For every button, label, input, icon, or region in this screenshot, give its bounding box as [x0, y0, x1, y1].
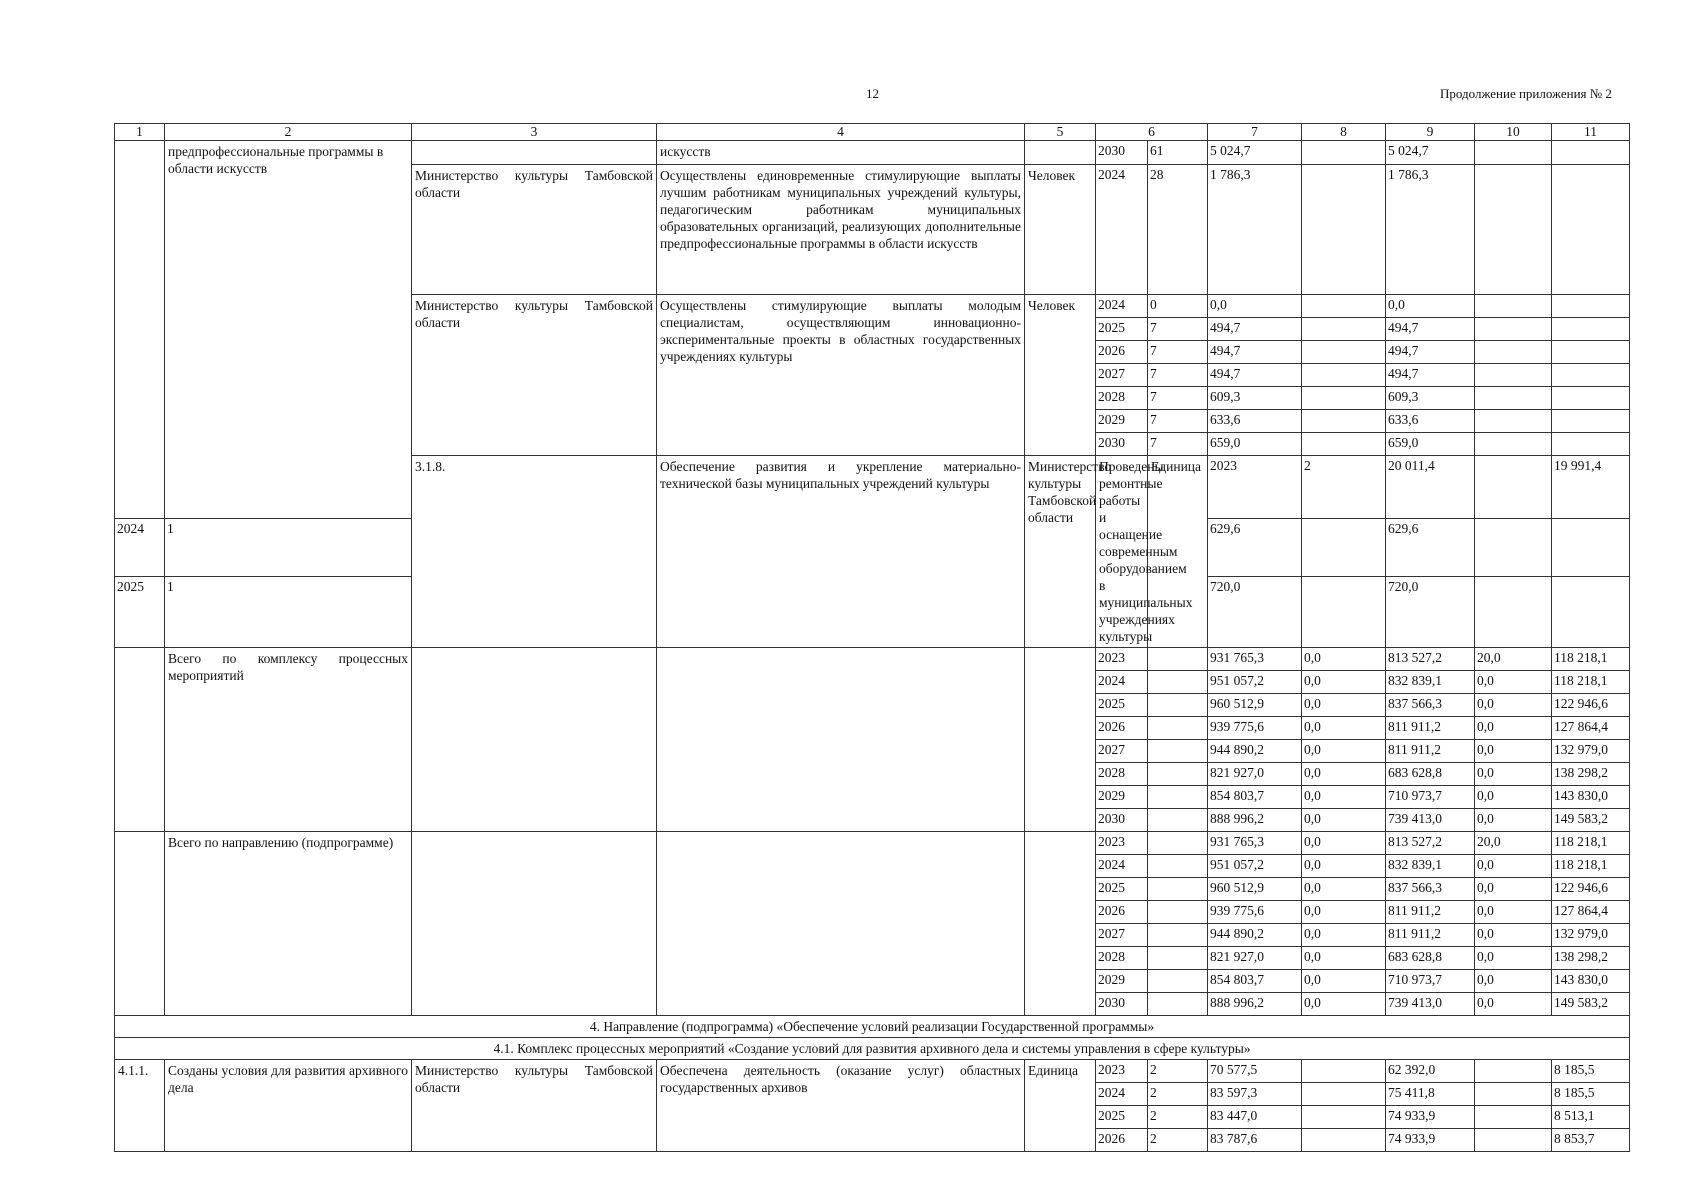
total-cell: 83 787,6 — [1208, 1129, 1302, 1152]
item-number-cell: 3.1.8. — [412, 456, 657, 648]
total-cell: 0,0 — [1208, 295, 1302, 318]
federal-cell — [1475, 456, 1552, 519]
federal-cell: 0,0 — [1302, 993, 1386, 1016]
extra-budget-cell — [1552, 341, 1630, 364]
item-number-cell — [115, 832, 165, 1016]
item-name-cell: Обеспечение развития и укрепление материально-технической базы муниципальных учреждений культуры — [657, 456, 1025, 648]
regional-cell: 811 911,2 — [1386, 924, 1475, 947]
count-cell — [1148, 832, 1208, 855]
column-number: 4 — [657, 124, 1025, 141]
extra-budget-cell — [1552, 518, 1630, 577]
extra-budget-cell: 127 864,4 — [1552, 901, 1630, 924]
regional-cell: 75 411,8 — [1386, 1083, 1475, 1106]
municipal-cell — [1475, 387, 1552, 410]
ministry-cell: Министерство культуры Тамбовской области — [412, 295, 657, 456]
total-cell: 494,7 — [1208, 318, 1302, 341]
year-cell: 2026 — [1096, 901, 1148, 924]
section-row — [115, 1038, 1630, 1060]
count-cell: 61 — [1148, 141, 1208, 165]
count-cell: 7 — [1148, 364, 1208, 387]
count-cell — [1148, 855, 1208, 878]
regional-cell: 1 786,3 — [1386, 165, 1475, 295]
year-cell: 2030 — [1096, 809, 1148, 832]
section-row — [115, 1016, 1630, 1038]
municipal-cell: 0,0 — [1475, 924, 1552, 947]
extra-budget-cell: 127 864,4 — [1552, 717, 1630, 740]
unit-cell: Единица — [1025, 1060, 1096, 1152]
year-cell: 2027 — [1096, 364, 1148, 387]
year-cell: 2024 — [1096, 165, 1148, 295]
count-cell: 2 — [1302, 456, 1386, 519]
regional-cell: 5 024,7 — [1386, 141, 1475, 165]
federal-cell — [1302, 518, 1386, 577]
count-cell — [1148, 993, 1208, 1016]
result-cell: Обеспечена деятельность (оказание услуг) областных государственных архивов — [657, 1060, 1025, 1152]
total-cell: 960 512,9 — [1208, 878, 1302, 901]
count-cell: 7 — [1148, 318, 1208, 341]
total-cell: 939 775,6 — [1208, 717, 1302, 740]
ministry-cell: Министерство культуры Тамбовской области — [412, 1060, 657, 1152]
federal-cell — [1302, 141, 1386, 165]
total-cell: 1 786,3 — [1208, 165, 1302, 295]
total-cell: 609,3 — [1208, 387, 1302, 410]
regional-cell: 74 933,9 — [1386, 1129, 1475, 1152]
regional-cell: 683 628,8 — [1386, 947, 1475, 970]
section-title-direction: 4. Направление (подпрограмма) «Обеспечение условий реализации Государственной программы» — [115, 1016, 1630, 1038]
total-cell: 821 927,0 — [1208, 763, 1302, 786]
year-cell: 2024 — [1096, 1083, 1148, 1106]
column-number: 5 — [1025, 124, 1096, 141]
result-cell: искусств — [657, 141, 1025, 165]
column-number: 8 — [1302, 124, 1386, 141]
municipal-cell: 0,0 — [1475, 878, 1552, 901]
item-number-cell — [115, 648, 165, 832]
total-cell: 854 803,7 — [1208, 786, 1302, 809]
federal-cell — [1302, 364, 1386, 387]
extra-budget-cell: 8 185,5 — [1552, 1060, 1630, 1083]
count-cell — [1148, 970, 1208, 993]
column-number: 3 — [412, 124, 657, 141]
extra-budget-cell: 143 830,0 — [1552, 970, 1630, 993]
municipal-cell — [1475, 165, 1552, 295]
year-cell: 2023 — [1096, 1060, 1148, 1083]
extra-budget-cell — [1552, 577, 1630, 648]
regional-cell: 837 566,3 — [1386, 878, 1475, 901]
regional-cell: 494,7 — [1386, 364, 1475, 387]
count-cell — [1148, 809, 1208, 832]
federal-cell — [1302, 1083, 1386, 1106]
municipal-cell — [1475, 141, 1552, 165]
municipal-cell: 0,0 — [1475, 901, 1552, 924]
ministry-cell: Министерство культуры Тамбовской области — [412, 165, 657, 295]
year-cell: 2025 — [115, 577, 165, 648]
total-cell: 494,7 — [1208, 341, 1302, 364]
year-cell: 2029 — [1096, 410, 1148, 433]
year-cell: 2028 — [1096, 763, 1148, 786]
count-cell — [1148, 671, 1208, 694]
year-cell: 2029 — [1096, 786, 1148, 809]
year-cell: 2027 — [1096, 924, 1148, 947]
federal-cell — [1302, 1129, 1386, 1152]
year-cell: 2028 — [1096, 947, 1148, 970]
federal-cell: 0,0 — [1302, 763, 1386, 786]
extra-budget-cell: 149 583,2 — [1552, 993, 1630, 1016]
extra-budget-cell: 138 298,2 — [1552, 947, 1630, 970]
municipal-cell — [1475, 433, 1552, 456]
extra-budget-cell: 132 979,0 — [1552, 924, 1630, 947]
federal-cell: 0,0 — [1302, 786, 1386, 809]
count-cell: 7 — [1148, 341, 1208, 364]
regional-cell: 813 527,2 — [1386, 648, 1475, 671]
unit-cell: Человек — [1025, 295, 1096, 456]
year-cell: 2023 — [1096, 648, 1148, 671]
total-cell: 20 011,4 — [1386, 456, 1475, 519]
regional-cell: 62 392,0 — [1386, 1060, 1475, 1083]
total-cell: 951 057,2 — [1208, 671, 1302, 694]
total-cell: 821 927,0 — [1208, 947, 1302, 970]
column-number-row — [115, 124, 1630, 141]
year-cell: 2023 — [1096, 832, 1148, 855]
ministry-cell: Министерство культуры Тамбовской области — [1025, 456, 1096, 648]
extra-budget-cell: 118 218,1 — [1552, 671, 1630, 694]
municipal-cell: 0,0 — [1475, 740, 1552, 763]
regional-cell: 609,3 — [1386, 387, 1475, 410]
municipal-cell — [1475, 518, 1552, 577]
regional-cell: 811 911,2 — [1386, 740, 1475, 763]
extra-budget-cell — [1552, 364, 1630, 387]
regional-cell: 633,6 — [1386, 410, 1475, 433]
count-cell — [1148, 901, 1208, 924]
result-cell — [657, 832, 1025, 1016]
federal-cell: 0,0 — [1302, 970, 1386, 993]
regional-cell: 710 973,7 — [1386, 970, 1475, 993]
extra-budget-cell — [1552, 387, 1630, 410]
municipal-cell: 20,0 — [1475, 832, 1552, 855]
column-number: 1 — [115, 124, 165, 141]
result-cell: Осуществлены единовременные стимулирующие выплаты лучшим работникам муниципальных учреждений культуры, педагогическим работникам муниципальных образовательных организаций, реализующих дополнительные предпрофессиональные программы в области искусств — [657, 165, 1025, 295]
regional-cell: 832 839,1 — [1386, 855, 1475, 878]
federal-cell: 0,0 — [1302, 855, 1386, 878]
federal-cell: 0,0 — [1302, 901, 1386, 924]
result-cell: Осуществлены стимулирующие выплаты молодым специалистам, осуществляющим инновационно-экспериментальные проекты в областных государственных учреждениях культуры — [657, 295, 1025, 456]
count-cell — [1148, 763, 1208, 786]
count-cell — [1148, 648, 1208, 671]
federal-cell — [1302, 341, 1386, 364]
count-cell: 28 — [1148, 165, 1208, 295]
municipal-cell: 0,0 — [1475, 993, 1552, 1016]
section-title-complex: 4.1. Комплекс процессных мероприятий «Создание условий для развития архивного дела и системы управления в сфере культуры» — [115, 1038, 1630, 1060]
regional-cell: 0,0 — [1386, 295, 1475, 318]
year-cell: 2030 — [1096, 433, 1148, 456]
total-cell: 494,7 — [1208, 364, 1302, 387]
extra-budget-cell: 149 583,2 — [1552, 809, 1630, 832]
federal-cell — [1302, 165, 1386, 295]
municipal-cell — [1475, 1060, 1552, 1083]
count-cell: 1 — [165, 577, 412, 648]
municipal-cell — [1475, 577, 1552, 648]
count-cell: 7 — [1148, 433, 1208, 456]
municipal-cell — [1475, 1106, 1552, 1129]
total-row — [115, 832, 1630, 855]
total-cell: 83 447,0 — [1208, 1106, 1302, 1129]
federal-cell: 0,0 — [1302, 878, 1386, 901]
year-cell: 2024 — [1096, 295, 1148, 318]
extra-budget-cell — [1552, 410, 1630, 433]
column-number: 6 — [1096, 124, 1208, 141]
extra-budget-cell: 8 853,7 — [1552, 1129, 1630, 1152]
year-cell: 2028 — [1096, 387, 1148, 410]
unit-cell: Человек — [1025, 165, 1096, 295]
municipal-cell — [1475, 1083, 1552, 1106]
municipal-cell — [1475, 364, 1552, 387]
municipal-cell: 0,0 — [1475, 855, 1552, 878]
total-cell: 944 890,2 — [1208, 740, 1302, 763]
federal-cell — [1302, 295, 1386, 318]
count-cell: 1 — [165, 518, 412, 577]
extra-budget-cell: 118 218,1 — [1552, 648, 1630, 671]
regional-cell: 811 911,2 — [1386, 901, 1475, 924]
municipal-cell — [1475, 295, 1552, 318]
count-cell — [1148, 924, 1208, 947]
unit-cell — [1025, 648, 1096, 832]
total-cell: 951 057,2 — [1208, 855, 1302, 878]
year-cell: 2025 — [1096, 318, 1148, 341]
federal-cell — [1302, 410, 1386, 433]
extra-budget-cell — [1552, 165, 1630, 295]
column-number: 2 — [165, 124, 412, 141]
municipal-cell: 0,0 — [1475, 970, 1552, 993]
regional-cell: 813 527,2 — [1386, 832, 1475, 855]
federal-cell: 0,0 — [1302, 924, 1386, 947]
year-cell: 2025 — [1096, 1106, 1148, 1129]
regional-cell: 811 911,2 — [1386, 717, 1475, 740]
federal-cell — [1302, 1106, 1386, 1129]
column-number: 11 — [1552, 124, 1630, 141]
page-number: 12 — [866, 86, 879, 101]
municipal-cell: 0,0 — [1475, 694, 1552, 717]
federal-cell — [1302, 1060, 1386, 1083]
extra-budget-cell: 8 185,5 — [1552, 1083, 1630, 1106]
year-cell: 2024 — [1096, 671, 1148, 694]
regional-cell: 739 413,0 — [1386, 993, 1475, 1016]
count-cell: 2 — [1148, 1083, 1208, 1106]
total-cell: 931 765,3 — [1208, 832, 1302, 855]
regional-cell: 710 973,7 — [1386, 786, 1475, 809]
regional-cell: 832 839,1 — [1386, 671, 1475, 694]
federal-cell: 0,0 — [1302, 740, 1386, 763]
total-cell: 659,0 — [1208, 433, 1302, 456]
extra-budget-cell — [1552, 295, 1630, 318]
count-cell — [1148, 694, 1208, 717]
extra-budget-cell — [1552, 318, 1630, 341]
ministry-cell — [412, 832, 657, 1016]
count-cell — [1148, 947, 1208, 970]
extra-budget-cell — [1552, 433, 1630, 456]
total-cell: 939 775,6 — [1208, 901, 1302, 924]
item-name-cell: предпрофессиональные программы в области искусств — [165, 141, 412, 519]
federal-cell: 0,0 — [1302, 671, 1386, 694]
unit-cell — [1025, 832, 1096, 1016]
federal-cell — [1302, 318, 1386, 341]
unit-cell: Единица — [1148, 456, 1208, 648]
year-cell: 2026 — [1096, 1129, 1148, 1152]
item-number-cell — [115, 141, 165, 519]
municipal-cell: 20,0 — [1475, 648, 1552, 671]
regional-cell: 629,6 — [1386, 518, 1475, 577]
total-cell: 83 597,3 — [1208, 1083, 1302, 1106]
extra-budget-cell: 132 979,0 — [1552, 740, 1630, 763]
total-cell: 888 996,2 — [1208, 809, 1302, 832]
municipal-cell: 0,0 — [1475, 786, 1552, 809]
count-cell: 2 — [1148, 1106, 1208, 1129]
extra-budget-cell: 122 946,6 — [1552, 694, 1630, 717]
year-cell: 2024 — [115, 518, 165, 577]
count-cell: 2 — [1148, 1060, 1208, 1083]
column-number: 9 — [1386, 124, 1475, 141]
total-cell: 944 890,2 — [1208, 924, 1302, 947]
federal-cell — [1302, 433, 1386, 456]
total-label-cell: Всего по комплексу процессных мероприятий — [165, 648, 412, 832]
count-cell — [1148, 717, 1208, 740]
municipal-cell — [1475, 318, 1552, 341]
regional-cell: 739 413,0 — [1386, 809, 1475, 832]
municipal-cell — [1475, 410, 1552, 433]
federal-cell: 0,0 — [1302, 832, 1386, 855]
regional-cell: 720,0 — [1386, 577, 1475, 648]
federal-cell: 0,0 — [1302, 717, 1386, 740]
municipal-cell: 0,0 — [1475, 763, 1552, 786]
year-cell: 2030 — [1096, 141, 1148, 165]
extra-budget-cell: 143 830,0 — [1552, 786, 1630, 809]
year-cell: 2026 — [1096, 341, 1148, 364]
year-cell: 2025 — [1096, 694, 1148, 717]
municipal-cell — [1475, 341, 1552, 364]
column-number: 10 — [1475, 124, 1552, 141]
total-cell: 629,6 — [1208, 518, 1302, 577]
result-cell: Проведены ремонтные работы и оснащение современным оборудованием в муниципальных учреждениях культуры — [1096, 456, 1148, 648]
municipal-cell: 0,0 — [1475, 809, 1552, 832]
year-cell: 2023 — [1208, 456, 1302, 519]
count-cell — [1148, 786, 1208, 809]
count-cell — [1148, 740, 1208, 763]
item-name-cell: Созданы условия для развития архивного дела — [165, 1060, 412, 1152]
total-cell: 931 765,3 — [1208, 648, 1302, 671]
count-cell: 0 — [1148, 295, 1208, 318]
regional-cell: 837 566,3 — [1386, 694, 1475, 717]
municipal-cell — [1475, 1129, 1552, 1152]
year-cell: 2026 — [1096, 717, 1148, 740]
federal-cell: 0,0 — [1302, 694, 1386, 717]
regional-cell: 683 628,8 — [1386, 763, 1475, 786]
federal-cell: 0,0 — [1302, 809, 1386, 832]
year-cell: 2029 — [1096, 970, 1148, 993]
total-cell: 70 577,5 — [1208, 1060, 1302, 1083]
total-cell: 720,0 — [1208, 577, 1302, 648]
table-row — [115, 141, 1630, 165]
regional-cell: 659,0 — [1386, 433, 1475, 456]
count-cell: 2 — [1148, 1129, 1208, 1152]
year-cell: 2030 — [1096, 993, 1148, 1016]
municipal-cell: 0,0 — [1475, 671, 1552, 694]
count-cell — [1148, 878, 1208, 901]
ministry-cell — [412, 648, 657, 832]
count-cell: 7 — [1148, 410, 1208, 433]
federal-cell — [1302, 577, 1386, 648]
total-row — [115, 648, 1630, 671]
count-cell: 7 — [1148, 387, 1208, 410]
federal-cell: 0,0 — [1302, 648, 1386, 671]
total-label-cell: Всего по направлению (подпрограмме) — [165, 832, 412, 1016]
unit-cell — [1025, 141, 1096, 165]
appendix-note: Продолжение приложения № 2 — [1440, 86, 1612, 101]
extra-budget-cell: 118 218,1 — [1552, 832, 1630, 855]
total-cell: 960 512,9 — [1208, 694, 1302, 717]
municipal-cell: 0,0 — [1475, 947, 1552, 970]
regional-cell: 494,7 — [1386, 341, 1475, 364]
regional-cell: 74 933,9 — [1386, 1106, 1475, 1129]
federal-cell — [1302, 387, 1386, 410]
total-cell: 633,6 — [1208, 410, 1302, 433]
extra-budget-cell: 138 298,2 — [1552, 763, 1630, 786]
regional-cell: 494,7 — [1386, 318, 1475, 341]
column-number: 7 — [1208, 124, 1302, 141]
total-cell: 854 803,7 — [1208, 970, 1302, 993]
year-cell: 2027 — [1096, 740, 1148, 763]
total-cell: 5 024,7 — [1208, 141, 1302, 165]
year-cell: 2024 — [1096, 855, 1148, 878]
item-number-cell: 4.1.1. — [115, 1060, 165, 1152]
program-table — [114, 123, 1630, 1152]
ministry-cell — [412, 141, 657, 165]
result-cell — [657, 648, 1025, 832]
total-cell: 888 996,2 — [1208, 993, 1302, 1016]
extra-budget-cell: 8 513,1 — [1552, 1106, 1630, 1129]
extra-budget-cell — [1552, 141, 1630, 165]
table-row — [115, 1060, 1630, 1083]
federal-cell: 0,0 — [1302, 947, 1386, 970]
regional-cell: 19 991,4 — [1552, 456, 1630, 519]
extra-budget-cell: 118 218,1 — [1552, 855, 1630, 878]
municipal-cell: 0,0 — [1475, 717, 1552, 740]
extra-budget-cell: 122 946,6 — [1552, 878, 1630, 901]
year-cell: 2025 — [1096, 878, 1148, 901]
